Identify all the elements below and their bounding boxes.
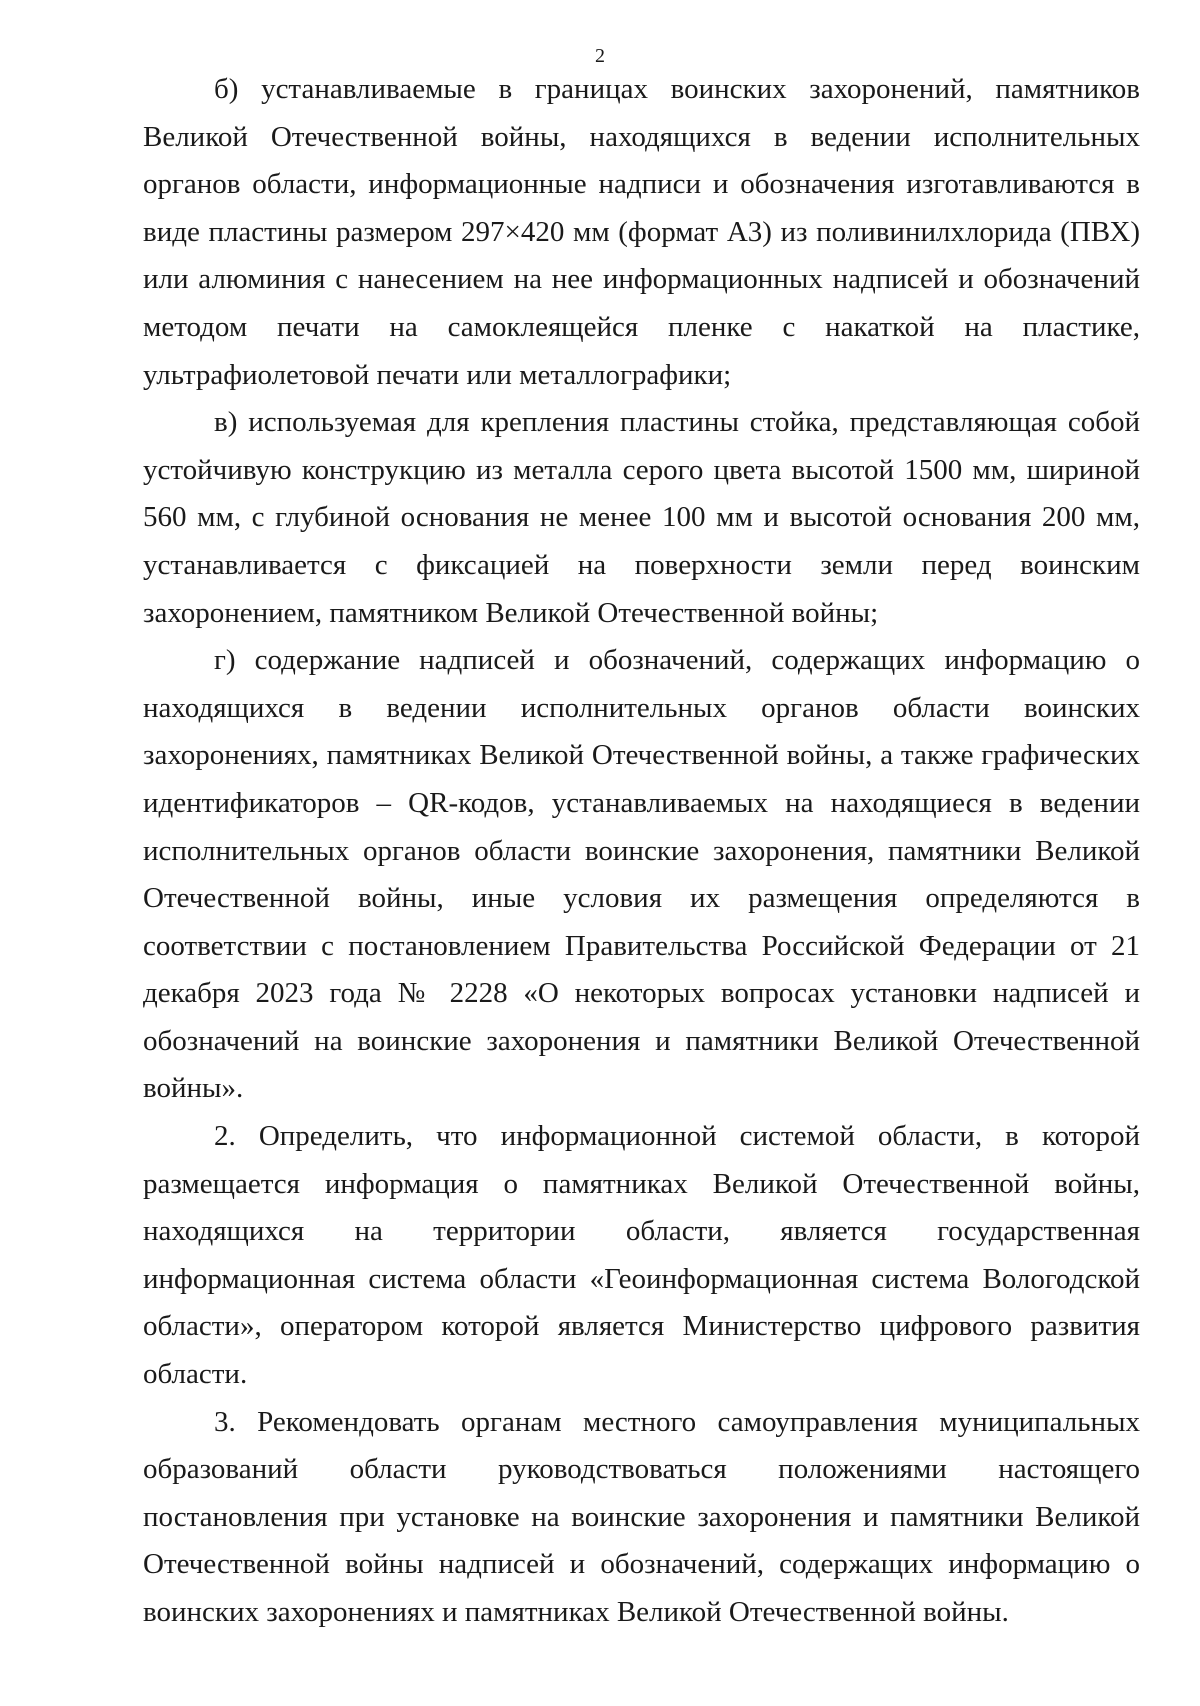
paragraph-v-mounting-stand: в) используемая для крепления пластины стойка, представляющая собой устойчивую конструкцию из металла серого цвета высотой 1500 мм, шириной 560 мм, с глубиной основания не менее 100 мм и высотой основания 200 мм, устанавливается с фиксацией на поверхности земли перед воинским захоронением, памятником Великой Отечественной войны; <box>143 406 1140 629</box>
paragraph-2-information-system: 2. Определить, что информационной системой области, в которой размещается информация о памятниках Великой Отечественной войны, находящихся на территории области, является государственная информационная система области «Геоинформационная система Вологодской области», оператором которой является Министерство цифрового развития области. <box>143 1120 1140 1391</box>
paragraph-b-information-plates: б) устанавливаемые в границах воинских захоронений, памятников Великой Отечественной войны, находящихся в ведении исполнительных органов области, информационные надписи и обозначения изготавливаются в виде пластины размером 297×420 мм (формат А3) из поливинилхлорида (ПВХ) или алюминия с нанесением на нее информационных надписей и обозначений методом печати на самоклеящейся пленке с накаткой на пластике, ультрафиолетовой печати или металлографики; <box>143 73 1140 391</box>
paragraph-3-recommendation: 3. Рекомендовать органам местного самоуправления муниципальных образований области руководствоваться положениями настоящего постановления при установке на воинские захоронения и памятники Великой Отечественной войны надписей и обозначений, содержащих информацию о воинских захоронениях и памятниках Великой Отечественной войны. <box>143 1405 1140 1628</box>
document-body <box>143 66 1140 1637</box>
page-number: 2 <box>595 45 605 67</box>
paragraph-g-inscription-content: г) содержание надписей и обозначений, содержащих информацию о находящихся в ведении исполнительных органов области воинских захоронениях, памятниках Великой Отечественной войны, а также графических идентификаторов – QR-кодов, устанавливаемых на находящиеся в ведении исполнительных органов области воинские захоронения, памятники Великой Отечественной войны, иные условия их размещения определяются в соответствии с постановлением Правительства Российской Федерации от 21 декабря 2023 года № 2228 «О некоторых вопросах установки надписей и обозначений на воинские захоронения и памятники Великой Отечественной войны». <box>143 644 1140 1105</box>
